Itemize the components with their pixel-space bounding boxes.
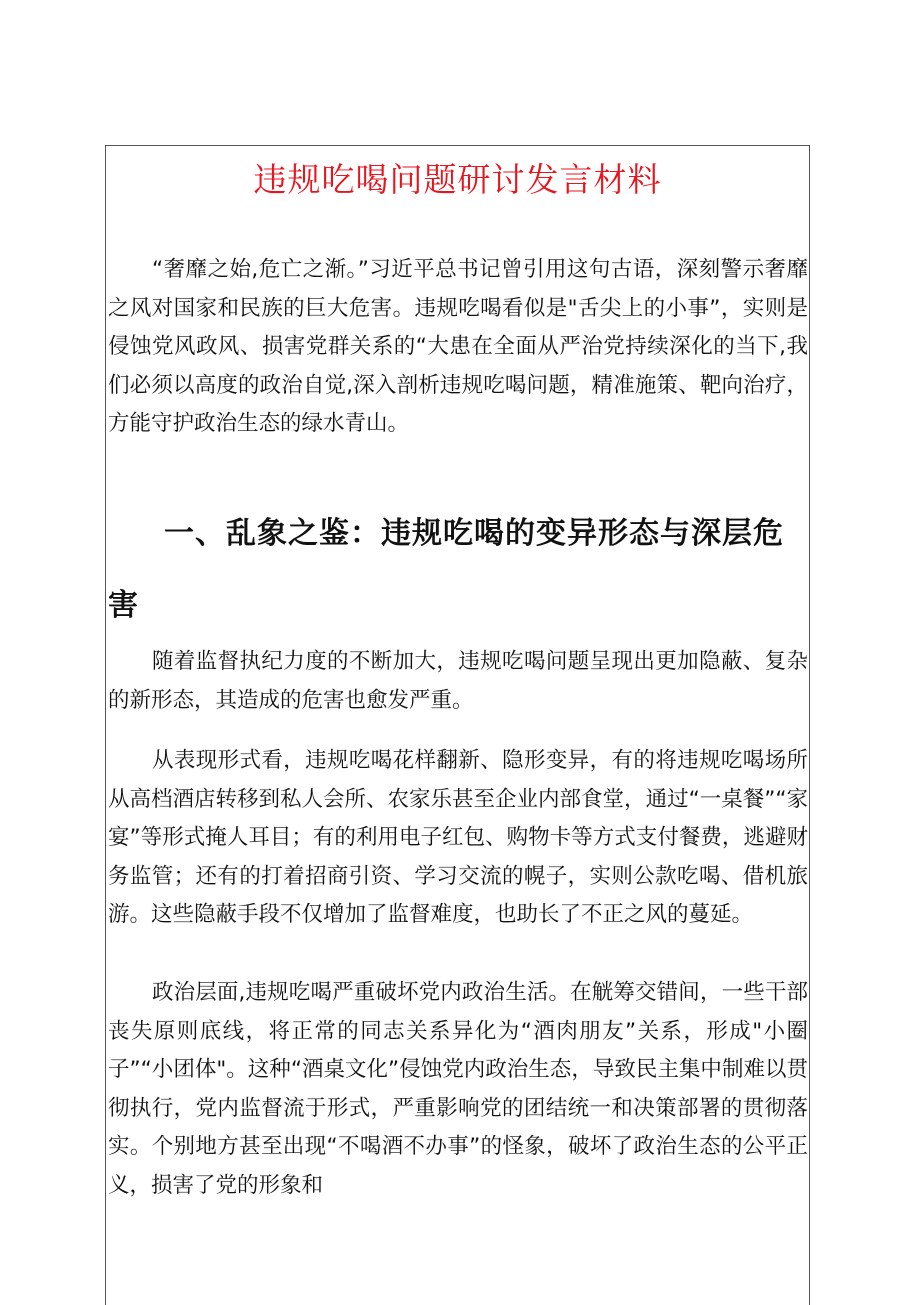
body-paragraph: 随着监督执纪力度的不断加大，违规吃喝问题呈现出更加隐蔽、复杂的新形态，其造成的危害也愈发严重。 — [108, 649, 808, 713]
document-title: 违规吃喝问题研讨发言材料 — [253, 160, 662, 199]
body-paragraph: 政治层面,违规吃喝严重破坏党内政治生活。在觥筹交错间，一些干部丧失原则底线，将正常的同志关系异化为“酒肉朋友”关系，形成"小圈子”“小团体"。这种“酒桌文化”侵蚀党内政治生态，导致民主集中制难以贯彻执行，党内监督流于形式，严重影响党的团结统一和决策部署的贯彻落实。个别地方甚至出现“不喝酒不办事”的怪象，破坏了政治生态的公平正义，损害了党的形象和 — [108, 980, 808, 1198]
intro-paragraph: “奢靡之始,危亡之渐。”习近平总书记曾引用这句古语，深刻警示奢靡之风对国家和民族的巨大危害。违规吃喝看似是"舌尖上的小事”，实则是侵蚀党风政风、损害党群关系的“大患在全面从严治党持续深化的当下,我们必须以高度的政治自觉,深入剖析违规吃喝问题，精准施策、靶向治疗，方能守护政治生态的绿水青山。 — [108, 257, 808, 437]
document-page — [105, 145, 810, 1305]
section-heading: 一、乱象之鉴：违规吃喝的变异形态与深层危害 — [108, 516, 784, 623]
body-paragraph: 从表现形式看，违规吃喝花样翻新、隐形变异，有的将违规吃喝场所从高档酒店转移到私人会所、农家乐甚至企业内部食堂，通过“一桌餐”“家宴”等形式掩人耳目；有的利用电子红包、购物卡等方式支付餐费，逃避财务监管；还有的打着招商引资、学习交流的幌子，实则公款吃喝、借机旅游。这些隐蔽手段不仅增加了监督难度，也助长了不正之风的蔓延。 — [108, 748, 808, 928]
